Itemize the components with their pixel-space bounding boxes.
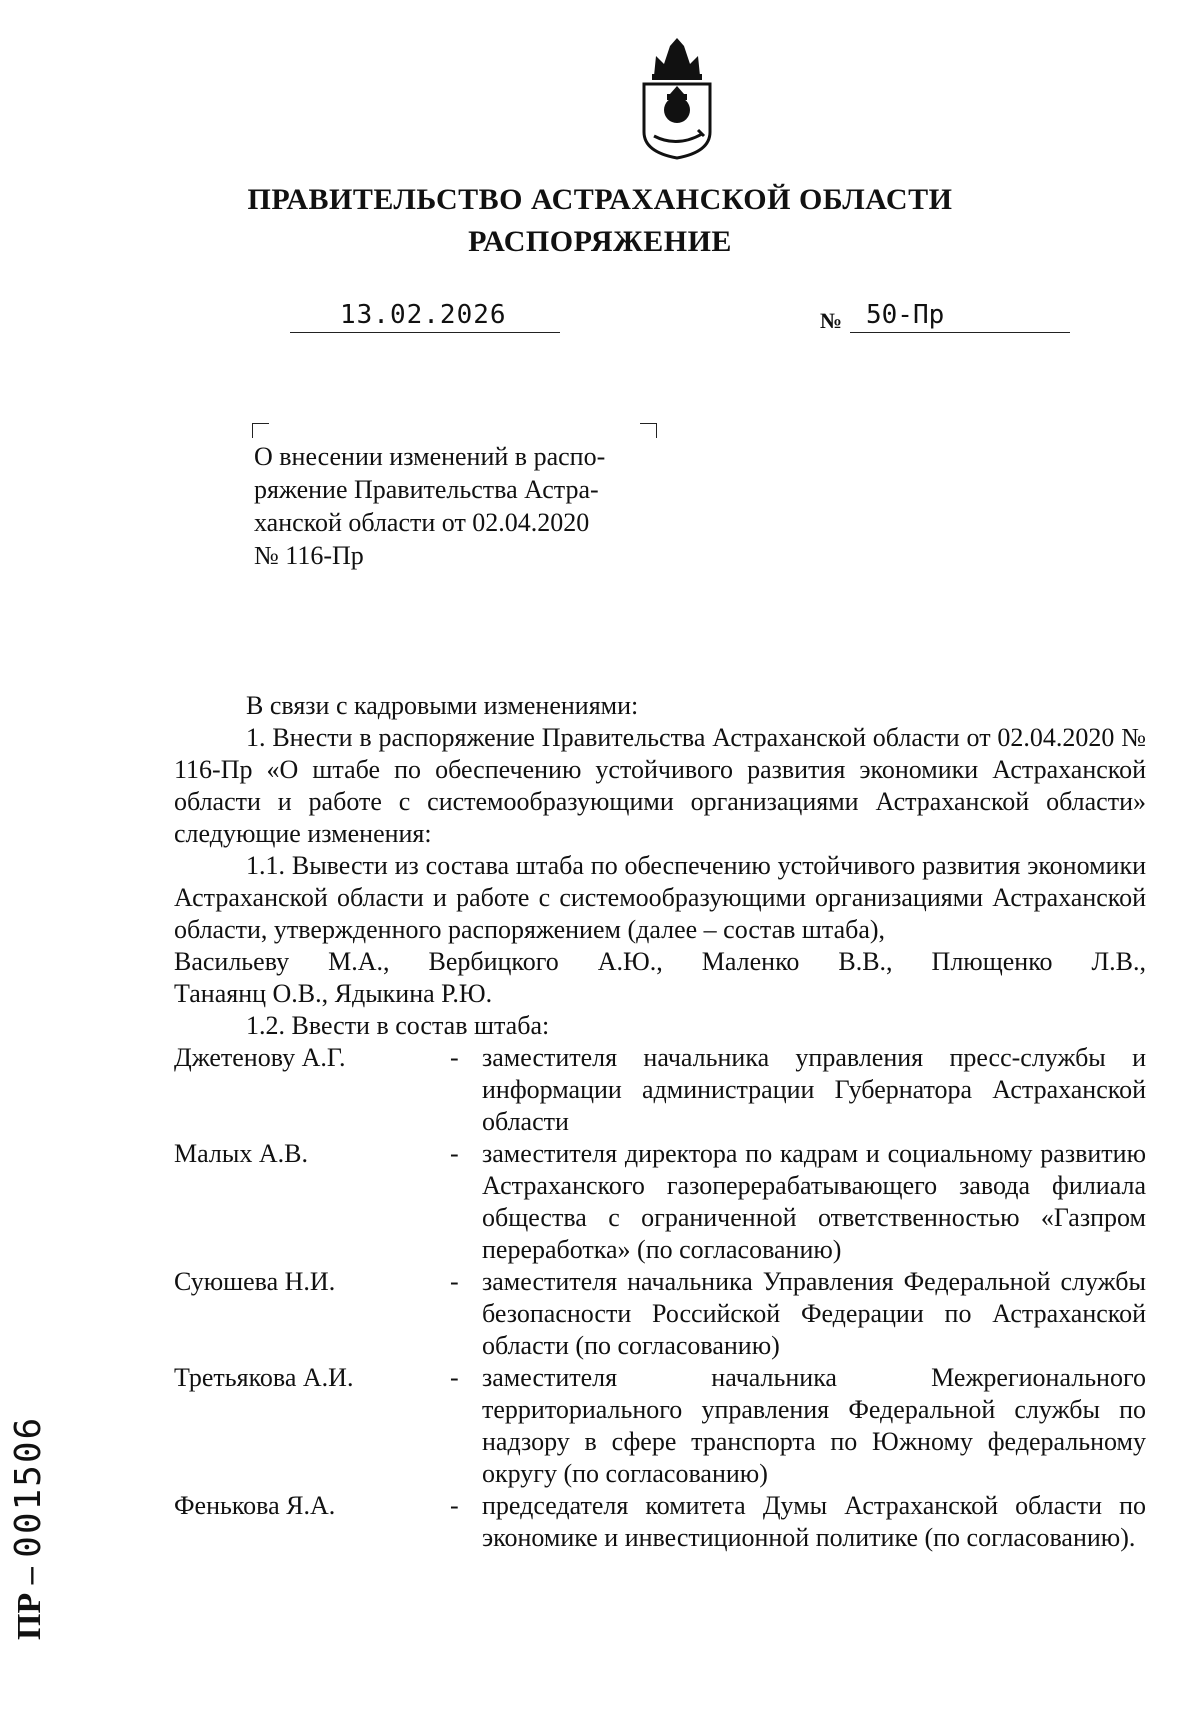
member-role: председателя комитета Думы Астраханской области по экономике и инвестиционной политике (по согласованию). — [482, 1491, 1146, 1552]
subject-line: № 116-Пр — [254, 541, 364, 570]
member-role: заместителя начальника Межрегионального территориального управления Федеральной службы по надзору в сфере транспорта по Южному федеральному округу (по согласованию) — [482, 1363, 1146, 1488]
member-name: Малых А.В. — [174, 1139, 308, 1168]
member-name: Фенькова Я.А. — [174, 1491, 336, 1520]
member-dash: - — [450, 1139, 459, 1168]
member-row — [174, 1490, 1146, 1554]
member-row — [174, 1042, 1146, 1138]
subject-corner-left — [252, 423, 269, 438]
item-1-1-names-end: Танаянц О.В., Ядыкина Р.Ю. — [174, 979, 493, 1008]
members-list — [174, 1042, 1146, 1554]
item-1-1-paragraph: 1.1. Вывести из состава штаба по обеспечению устойчивого развития экономики Астраханской области и работе с системообразующими организациями Астраханской области, утвержденного распоряжением (далее – состав штаба), — [174, 851, 1146, 944]
subject-corner-right — [640, 423, 657, 438]
member-row — [174, 1138, 1146, 1266]
document-body — [174, 690, 1146, 1554]
date-underline — [290, 332, 560, 333]
coat-of-arms-icon — [632, 36, 722, 160]
member-role: заместителя директора по кадрам и социальному развитию Астраханского газоперерабатывающего завода филиала общества с ограниченной ответственностью «Газпром переработка» (по согласованию) — [482, 1139, 1146, 1264]
member-row — [174, 1362, 1146, 1490]
member-dash: - — [450, 1043, 459, 1072]
item-1-2-paragraph: 1.2. Ввести в состав штаба: — [246, 1011, 550, 1040]
member-dash: - — [450, 1363, 459, 1392]
registration-number: 001506 — [8, 1415, 49, 1558]
member-role: заместителя начальника Управления Федеральной службы безопасности Российской Федерации по Астраханской области (по согласованию) — [482, 1267, 1146, 1360]
item-1-1-names: Васильеву М.А., Вербицкого А.Ю., Маленко В.В., Плющенко Л.В., — [174, 947, 1146, 976]
member-dash: - — [450, 1491, 459, 1520]
registration-code — [8, 1416, 49, 1640]
subject-line: ханской области от 02.04.2020 — [254, 508, 590, 537]
member-dash: - — [450, 1267, 459, 1296]
document-date: 13.02.2026 — [340, 300, 507, 330]
subject-line: ряжение Правительства Астра- — [254, 475, 599, 504]
document-type: РАСПОРЯЖЕНИЕ — [468, 225, 732, 258]
registration-prefix: ПР – — [11, 1567, 48, 1640]
member-row — [174, 1266, 1146, 1362]
number-sign: № — [820, 308, 843, 333]
subject-line: О внесении изменений в распо- — [254, 442, 606, 471]
number-underline — [850, 332, 1070, 333]
member-role: заместителя начальника управления пресс-службы и информации администрации Губернатора Астраханской области — [482, 1043, 1146, 1136]
member-name: Джетенову А.Г. — [174, 1043, 346, 1072]
member-name: Третьякова А.И. — [174, 1363, 354, 1392]
item-1-paragraph: 1. Внести в распоряжение Правительства Астраханской области от 02.04.2020 № 116-Пр «О штабе по обеспечению устойчивого развития экономики Астраханской области и работе с системообразующими организациями Астраханской области» следующие изменения: — [174, 723, 1146, 848]
document-number: 50-Пр — [866, 300, 945, 330]
intro-paragraph: В связи с кадровыми изменениями: — [246, 691, 639, 720]
subject-block — [254, 440, 646, 572]
organization-title: ПРАВИТЕЛЬСТВО АСТРАХАНСКОЙ ОБЛАСТИ — [247, 183, 953, 216]
member-name: Суюшева Н.И. — [174, 1267, 336, 1296]
